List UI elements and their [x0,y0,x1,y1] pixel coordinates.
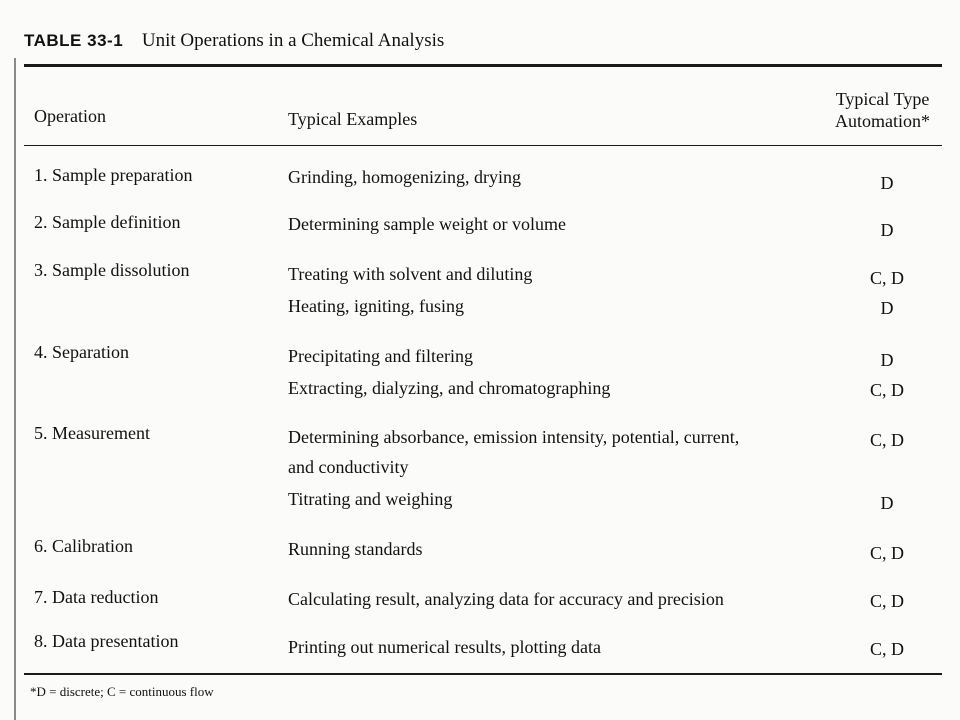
row-2-example-1: Determining sample weight or volume [288,214,566,234]
row-6-example-1: Running standards [288,539,423,559]
row-5-automation-2: D [880,493,894,513]
row-5-operation: 5. Measurement [34,423,150,443]
table-number: TABLE 33-1 [24,31,124,50]
header-automation-line1: Typical Type [835,89,930,109]
table-header-rule [24,145,942,146]
row-8-operation: 8. Data presentation [34,631,179,651]
row-2-operation: 2. Sample definition [34,212,181,232]
header-examples: Typical Examples [288,109,418,129]
row-4-operation: 4. Separation [34,342,129,362]
row-6-operation: 6. Calibration [34,536,133,556]
row-4-example-1: Precipitating and filtering [288,346,473,366]
row-5-example-3: Titrating and weighing [288,489,453,509]
row-3-automation-1: C, D [869,268,904,288]
row-7-automation-1: C, D [869,591,904,611]
row-3-operation: 3. Sample dissolution [34,260,190,280]
row-3-example-1: Treating with solvent and diluting [288,264,533,284]
header-automation-line2: Automation* [835,111,930,131]
row-3-example-2: Heating, igniting, fusing [288,296,464,316]
row-2-automation-1: D [880,220,894,240]
row-3-automation-2: D [880,298,894,318]
row-5-automation-1: C, D [869,430,904,450]
page-edge-rule [14,58,16,720]
table-caption [24,30,444,52]
table-top-rule [24,64,942,67]
row-6-automation-1: C, D [869,543,904,563]
row-4-automation-2: C, D [869,380,904,400]
row-4-automation-1: D [880,350,894,370]
row-7-example-1: Calculating result, analyzing data for accuracy and precision [288,589,724,609]
header-operation: Operation [34,106,106,126]
table-title: Unit Operations in a Chemical Analysis [141,30,445,51]
row-1-example-1: Grinding, homogenizing, drying [288,167,521,187]
header-automation [820,88,945,132]
row-1-automation-1: D [880,173,894,193]
row-5-example-1: Determining absorbance, emission intensity, potential, current, [288,427,740,447]
table-bottom-rule [24,673,942,675]
row-7-operation: 7. Data reduction [34,587,159,607]
row-4-example-2: Extracting, dialyzing, and chromatographing [288,378,611,398]
row-8-automation-1: C, D [869,639,904,659]
row-5-example-2: and conductivity [288,457,409,477]
table-footnote: *D = discrete; C = continuous flow [30,684,214,699]
row-8-example-1: Printing out numerical results, plotting data [288,637,601,657]
row-1-operation: 1. Sample preparation [34,165,193,185]
